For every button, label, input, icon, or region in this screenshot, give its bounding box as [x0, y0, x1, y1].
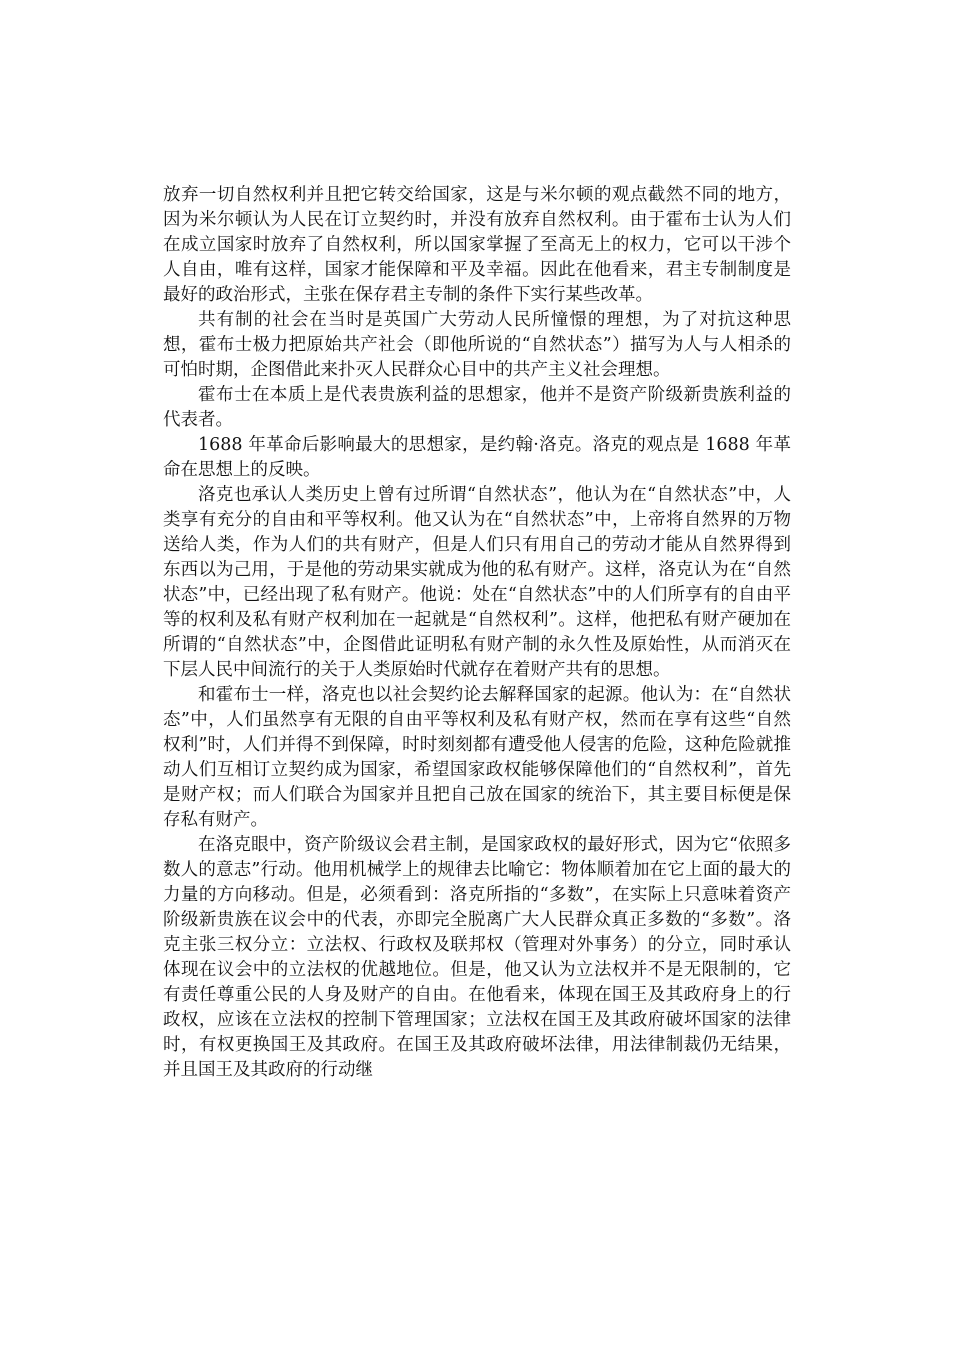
paragraph-2: 共有制的社会在当时是英国广大劳动人民所憧憬的理想，为了对抗这种思想，霍布士极力把原始共产社会（即他所说的“自然状态”）描写为人与人相杀的可怕时期，企图借此来扑灭人民群众心目中的共产主义社会理想。: [163, 310, 791, 380]
paragraph-1: 放弃一切自然权利并且把它转交给国家，这是与米尔顿的观点截然不同的地方，因为米尔顿认为人民在订立契约时，并没有放弃自然权利。由于霍布士认为人们在成立国家时放弃了自然权利，所以国家掌握了至高无上的权力，它可以干涉个人自由，唯有这样，国家才能保障和平及幸福。因此在他看来，君主专制制度是最好的政治形式，主张在保存君主专制的条件下实行某些改革。: [163, 185, 791, 305]
paragraph-5: 洛克也承认人类历史上曾有过所谓“自然状态”，他认为在“自然状态”中，人类享有充分的自由和平等权利。他又认为在“自然状态”中，上帝将自然界的万物送给人类，作为人们的共有财产，但是人们只有用自己的劳动才能从自然界得到东西以为己用，于是他的劳动果实就成为他的私有财产。这样，洛克认为在“自然状态”中，已经出现了私有财产。他说：处在“自然状态”中的人们所享有的自由平等的权利及私有财产权利加在一起就是“自然权利”。这样，他把私有财产硬加在所谓的“自然状态”中，企图借此证明私有财产制的永久性及原始性，从而消灭在下层人民中间流行的关于人类原始时代就存在着财产共有的思想。: [163, 485, 791, 680]
paragraph-4: 1688 年革命后影响最大的思想家，是约翰·洛克。洛克的观点是 1688 年革命在思想上的反映。: [163, 435, 791, 480]
paragraph-7: 在洛克眼中，资产阶级议会君主制，是国家政权的最好形式，因为它“依照多数人的意志”行动。他用机械学上的规律去比喻它：物体顺着加在它上面的最大的力量的方向移动。但是，必须看到：洛克所指的“多数”，在实际上只意味着资产阶级新贵族在议会中的代表，亦即完全脱离广大人民群众真正多数的“多数”。洛克主张三权分立：立法权、行政权及联邦权（管理对外事务）的分立，同时承认体现在议会中的立法权的优越地位。但是，他又认为立法权并不是无限制的，它有责任尊重公民的人身及财产的自由。在他看来，体现在国王及其政府身上的行政权，应该在立法权的控制下管理国家；立法权在国王及其政府破坏国家的法律时，有权更换国王及其政府。在国王及其政府破坏法律，用法律制裁仍无结果，并且国王及其政府的行动继: [163, 835, 791, 1080]
paragraph-3: 霍布士在本质上是代表贵族利益的思想家，他并不是资产阶级新贵族利益的代表者。: [163, 385, 791, 430]
body-text: [163, 183, 791, 1083]
paragraph-6: 和霍布士一样，洛克也以社会契约论去解释国家的起源。他认为：在“自然状态”中，人们虽然享有无限的自由平等权利及私有财产权，然而在享有这些“自然权利”时，人们并得不到保障，时时刻刻都有遭受他人侵害的危险，这种危险就推动人们互相订立契约成为国家，希望国家政权能够保障他们的“自然权利”，首先是财产权；而人们联合为国家并且把自己放在国家的统治下，其主要目标便是保存私有财产。: [163, 685, 791, 830]
